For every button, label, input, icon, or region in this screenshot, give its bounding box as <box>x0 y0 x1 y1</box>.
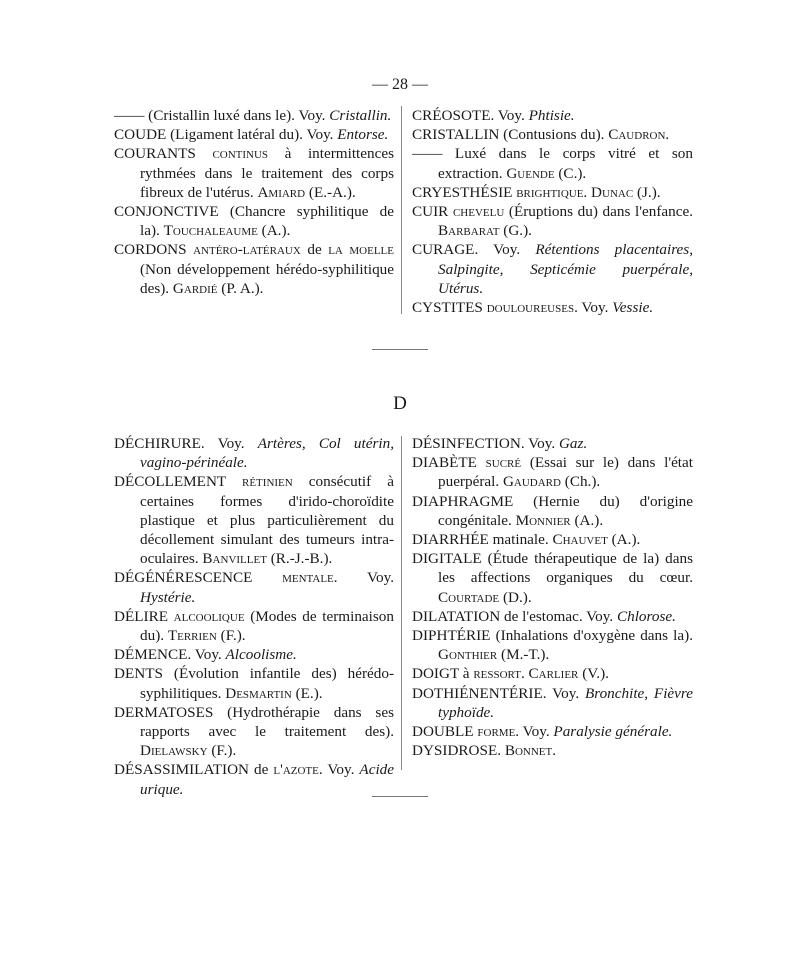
entry-reference: Phtisie. <box>528 107 575 124</box>
index-entry <box>114 607 394 645</box>
entry-text: à intermittences rythmées dans le traitement des corps fibreux de l'utérus. <box>140 145 394 201</box>
index-entry <box>412 144 693 182</box>
entry-text: COUDE (Ligament latéral du). Voy. <box>114 126 338 144</box>
entry-text: DOUBLE <box>412 723 478 741</box>
index-entry <box>114 568 394 606</box>
entry-smallcaps-text: douloureuses. <box>486 299 578 317</box>
entry-text: (Non développement hérédo-syphilitique des). <box>140 260 394 297</box>
entry-smallcaps-text: Carlier <box>528 665 579 683</box>
entry-text: (M.-T.). <box>497 646 550 664</box>
entry-reference: Hystérie. <box>140 588 196 606</box>
index-column-d-left <box>114 434 394 799</box>
entry-smallcaps-text: Monnier <box>515 511 571 529</box>
index-entry <box>412 664 693 683</box>
entry-smallcaps-text: Courtade <box>438 588 500 606</box>
index-entry <box>412 492 693 530</box>
index-entry <box>114 202 394 240</box>
entry-text: (G.). <box>499 222 532 240</box>
entry-smallcaps-text: Dielawsky <box>140 742 208 760</box>
entry-text: DERMATOSES (Hydrothérapie dans ses rapports avec le traitement des). <box>114 703 394 741</box>
entry-text: (E.-A.). <box>305 183 356 201</box>
entry-text: (V.). <box>578 665 609 683</box>
index-column-c-right <box>412 106 693 317</box>
index-entry <box>412 183 693 202</box>
entry-reference: Artères, Col utérin, vagino-périnéale. <box>140 435 394 472</box>
entry-smallcaps-text: sucré <box>485 454 522 472</box>
entry-smallcaps-text: forme. <box>477 723 520 741</box>
entry-smallcaps-text: Gaudard <box>502 473 561 491</box>
entry-smallcaps-text: mentale. <box>282 569 338 587</box>
entry-smallcaps-text: brightique. <box>516 183 588 201</box>
index-entry <box>114 125 394 144</box>
entry-reference: Acide urique. <box>140 761 394 798</box>
entry-smallcaps-text: Bonnet. <box>504 742 557 760</box>
entry-smallcaps-text: ressort. <box>473 665 525 683</box>
entry-text: (A.). <box>257 222 291 240</box>
entry-text: CRISTALLIN (Contusions du). <box>412 126 609 144</box>
entry-smallcaps-text: Guende <box>506 164 555 182</box>
entry-text: de <box>300 241 329 259</box>
entry-text: DIPHTÉRIE (Inhalations d'oxygène dans la). <box>412 627 693 645</box>
page-number: — 28 — <box>372 76 428 93</box>
section-letter-heading: D <box>393 393 407 414</box>
entry-text: CURAGE. Voy. <box>412 241 536 259</box>
entry-text: (P. A.). <box>217 279 264 297</box>
entry-reference: Chlorose. <box>616 607 676 625</box>
index-entry <box>114 703 394 761</box>
entry-text: —— (Cristallin luxé dans le). Voy. <box>114 107 330 124</box>
entry-text: Voy. <box>337 569 395 587</box>
index-column-c-left <box>114 106 394 298</box>
separator-rule-top <box>372 349 428 350</box>
entry-text: Voy. <box>322 761 360 779</box>
column-divider-d <box>401 436 402 770</box>
entry-text: CORDONS <box>114 241 194 259</box>
entry-reference: Vessie. <box>612 299 654 317</box>
entry-smallcaps-text: Gonthier <box>438 646 498 664</box>
entry-text: CRÉOSOTE. Voy. <box>412 107 529 124</box>
entry-text: DIAPHRAGME (Hernie du) d'origine congénitale. <box>412 492 693 529</box>
index-entry <box>114 760 394 798</box>
entry-text: consécutif à certaines formes d'irido-choroïdite plastique et plus particulièrement du décollement simulant des tumeurs intra-oculaires. <box>140 473 394 568</box>
entry-reference: Paralysie générale. <box>553 723 673 741</box>
entry-reference: Gaz. <box>558 435 588 452</box>
entry-text: DÉSASSIMILATION de <box>114 761 274 779</box>
separator-rule-bottom <box>372 796 428 797</box>
entry-smallcaps-text: Dunac <box>591 183 634 201</box>
index-entry <box>412 434 693 453</box>
column-divider-c <box>401 106 402 314</box>
entry-reference: Cristallin. <box>329 107 392 124</box>
index-entry <box>412 684 693 722</box>
entry-text: —— Luxé dans le corps vitré et son extraction. <box>412 145 693 182</box>
entry-smallcaps-text: chevelu <box>452 203 505 221</box>
index-entry <box>412 741 693 760</box>
entry-smallcaps-text: continus <box>212 145 269 163</box>
entry-text: COURANTS <box>114 145 213 163</box>
entry-text: (Essai sur le) dans l'état puerpéral. <box>438 454 693 491</box>
index-entry <box>412 549 693 607</box>
entry-text: DOIGT à <box>412 665 474 683</box>
entry-text: (E.). <box>291 684 323 702</box>
entry-smallcaps-text: antéro-latéraux <box>193 241 301 259</box>
index-entry <box>114 645 394 664</box>
entry-smallcaps-text: la moelle <box>328 241 394 259</box>
entry-text: DÉCOLLEMENT <box>114 473 242 491</box>
index-entry <box>114 434 394 472</box>
entry-smallcaps-text: Terrien <box>167 627 217 645</box>
entry-text: CUIR <box>412 203 453 221</box>
entry-text: DIGITALE (Étude thérapeutique de la) dans les affections organiques du cœur. <box>412 550 693 587</box>
entry-text: (A.). <box>607 531 641 549</box>
entry-smallcaps-text: Desmartin <box>225 684 292 702</box>
entry-text: Voy. <box>519 723 554 741</box>
entry-text: (F.). <box>216 627 246 645</box>
entry-text: CRYESTHÉSIE <box>412 183 517 201</box>
index-entry <box>412 530 693 549</box>
entry-text: DOTHIÉNENTÉRIE. Voy. <box>412 684 585 702</box>
entry-text: DILATATION de l'estomac. Voy. <box>412 607 617 625</box>
entry-text: (Modes de terminaison du). <box>140 607 394 645</box>
entry-text: DÉMENCE. Voy. <box>114 646 226 664</box>
index-entry <box>412 240 693 298</box>
entry-reference: Rétentions placentaires, Salpingite, Septicémie puerpérale, Utérus. <box>438 241 693 297</box>
entry-text: CONJONCTIVE (Chancre syphilitique de la). <box>114 203 394 240</box>
entry-text: DÉGÉNÉRESCENCE <box>114 569 283 587</box>
entry-text: Voy. <box>577 299 613 317</box>
entry-reference: Entorse. <box>337 126 389 144</box>
entry-text: DIABÈTE <box>412 454 486 472</box>
index-entry <box>114 664 394 702</box>
entry-text: DENTS (Évolution infantile des) hérédo-syphilitiques. <box>114 665 394 702</box>
entry-smallcaps-text: l'azote. <box>273 761 323 779</box>
entry-text: DIARRHÉE matinale. <box>412 531 553 549</box>
entry-smallcaps-text: alcoolique <box>173 607 245 625</box>
index-entry <box>114 472 394 568</box>
index-entry <box>412 106 693 125</box>
entry-smallcaps-text: rétinien <box>242 473 293 491</box>
entry-text: DÉCHIRURE. Voy. <box>114 435 258 452</box>
index-entry <box>412 453 693 491</box>
entry-text: (A.). <box>570 511 604 529</box>
index-entry <box>114 106 394 125</box>
entry-smallcaps-text: Banvillet <box>202 550 267 568</box>
entry-text: CYSTITES <box>412 299 487 317</box>
entry-reference: Alcoolisme. <box>225 646 297 664</box>
entry-smallcaps-text: Amiard <box>257 183 306 201</box>
entry-smallcaps-text: Touchaleaume <box>163 222 258 240</box>
entry-text: (J.). <box>633 183 661 201</box>
entry-text: DYSIDROSE. <box>412 742 505 760</box>
index-entry <box>412 125 693 144</box>
entry-smallcaps-text: Caudron. <box>608 126 670 144</box>
index-column-d-right <box>412 434 693 760</box>
index-entry <box>412 607 693 626</box>
entry-text: (Éruptions du) dans l'enfance. <box>504 203 693 221</box>
entry-smallcaps-text: Gardié <box>172 279 218 297</box>
entry-smallcaps-text: Barbarat <box>438 222 500 240</box>
index-entry <box>114 240 394 298</box>
entry-text: DÉSINFECTION. Voy. <box>412 435 559 452</box>
index-entry <box>412 626 693 664</box>
entry-text: (Ch.). <box>560 473 601 491</box>
entry-smallcaps-text: Chauvet <box>552 531 608 549</box>
entry-reference: Bronchite, Fièvre typhoïde. <box>438 684 693 721</box>
entry-text: (R.-J.-B.). <box>266 550 333 568</box>
entry-text: DÉLIRE <box>114 607 174 625</box>
entry-text: (C.). <box>554 164 587 182</box>
index-entry <box>412 722 693 741</box>
entry-text: (D.). <box>499 588 532 606</box>
index-entry <box>114 144 394 202</box>
entry-text: (F.). <box>207 742 237 760</box>
index-entry <box>412 202 693 240</box>
index-entry <box>412 298 693 317</box>
